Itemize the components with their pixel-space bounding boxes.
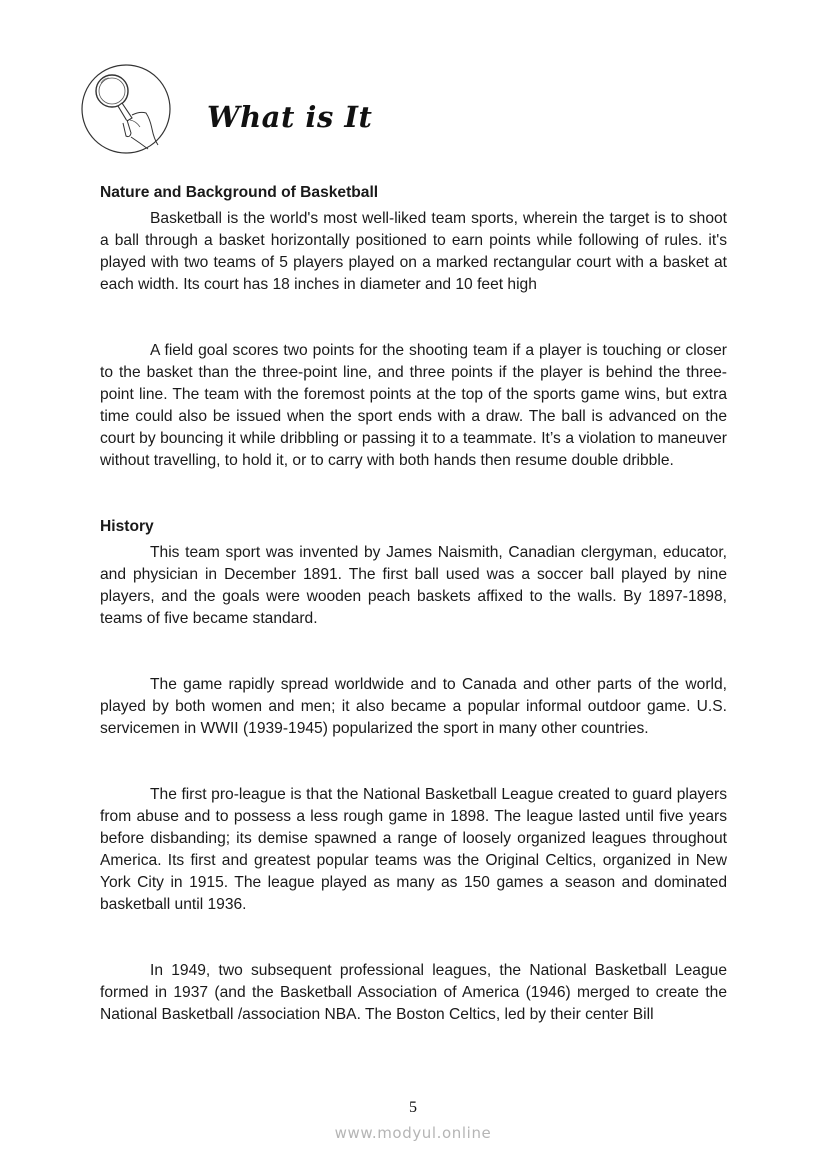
paragraph: Basketball is the world's most well-liked team sports, wherein the target is to shoot a ball through a basket horizontally positioned to earn points while following of rules. it's played with two teams of 5 players played on a marked rectangular court with a basket at each width. Its court has 18 inches in diameter and 10 feet high (100, 210, 727, 293)
watermark: www.modyul.online (334, 1124, 492, 1142)
spacer (100, 630, 727, 674)
paragraph: A field goal scores two points for the shooting team if a player is touching or closer to the basket than the three-point line, and three points if the player is behind the three-point line. The team with the foremost points at the top of the sports game wins, but extra time could also be issued when the sport ends with a draw. The ball is advanced on the court by bouncing it while dribbling or passing it to a teammate. It’s a violation to maneuver without travelling, to hold it, or to carry with both hands then resume double dribble. (100, 342, 727, 469)
spacer (100, 740, 727, 784)
paragraph: This team sport was invented by James Naismith, Canadian clergyman, educator, and physician in December 1891. The first ball used was a soccer ball played by nine players, and the goals were wooden peach baskets affixed to the walls. By 1897-1898, teams of five became standard. (100, 544, 727, 627)
spacer (100, 916, 727, 960)
page-title: What is It (207, 100, 373, 134)
section-heading-nature: Nature and Background of Basketball (100, 184, 379, 201)
paragraph: In 1949, two subsequent professional leagues, the National Basketball League formed in 1937 (and the Basketball Association of America (1946) merged to create the National Basketball /association NBA. The Boston Celtics, led by their center Bill (100, 962, 727, 1023)
document-body (100, 182, 727, 1026)
magnifying-glass-in-hand-icon (80, 63, 172, 155)
paragraph: The game rapidly spread worldwide and to Canada and other parts of the world, played by both women and men; it also became a popular informal outdoor game. U.S. servicemen in WWII (1939-1945) popularized the sport in many other countries. (100, 676, 727, 737)
page-number: 5 (409, 1099, 417, 1116)
paragraph: The first pro-league is that the National Basketball League created to guard players from abuse and to possess a less rough game in 1898. The league lasted until five years before disbanding; its demise spawned a range of loosely organized leagues throughout America. Its first and greatest popular teams was the Original Celtics, organized in New York City in 1915. The league played as many as 150 games a season and dominated basketball until 1936. (100, 786, 727, 913)
spacer (100, 472, 727, 516)
spacer (100, 296, 727, 340)
section-heading-history: History (100, 518, 154, 535)
